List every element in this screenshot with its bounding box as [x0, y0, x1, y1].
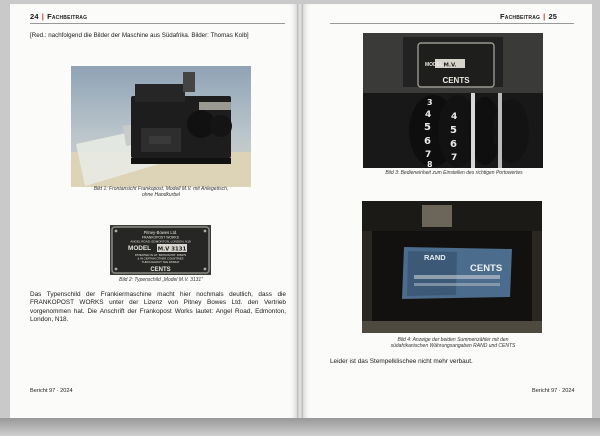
page-gutter: [297, 4, 303, 424]
right-page-header: [500, 12, 557, 21]
right-section-title: Fachbeitrag: [500, 12, 541, 21]
svg-text:6: 6: [424, 136, 431, 147]
svg-text:7: 7: [451, 153, 458, 163]
svg-text:5: 5: [450, 125, 457, 136]
dial-unit-image: [363, 33, 543, 168]
nameplate-currency: CENTS: [150, 267, 171, 273]
photo3-model-label: MODEL: [425, 62, 444, 68]
svg-text:3: 3: [427, 98, 433, 107]
figure1-caption: Bild 1: Frontansicht Frankopost, Modell M.V. mit Anlegetisch, ohne Handkurbel: [93, 186, 229, 199]
figure3-photo: [363, 33, 543, 168]
scan-edge: [0, 418, 600, 436]
nameplate-patent3: THROUGHOUT THE WORLD: [141, 260, 180, 264]
figure4-photo: [362, 201, 542, 333]
nameplate-model-label: MODEL: [128, 245, 152, 252]
photo3-currency: CENTS: [442, 76, 470, 85]
left-header-rule: [30, 23, 285, 24]
figure1-photo: [71, 66, 251, 187]
svg-text:8: 8: [427, 160, 433, 168]
svg-text:4: 4: [451, 112, 458, 122]
nameplate-patent2: & IN CERTAIN OTHER COUNTRIES: [137, 256, 184, 261]
intro-note: [Red.: nachfolgend die Bilder der Maschine aus Südafrika. Bilder: Thomas Kolb]: [30, 32, 249, 39]
figure4-caption: Bild 4: Anzeige der beiden Summenzähler mit den südafrikanischen Währungsangaben RAND und CENTS: [390, 337, 516, 350]
left-footer: Bericht 97 · 2024: [30, 388, 73, 394]
counter-display-image: [362, 201, 542, 333]
right-footer: Bericht 97 · 2024: [532, 388, 575, 394]
nameplate-line2: FRANKOPOST WORKS: [141, 235, 180, 240]
nameplate-image: [110, 225, 211, 275]
figure2-caption: Bild 2: Typenschild „Model M.V. 3131“: [119, 277, 203, 283]
left-page-number: 24: [30, 12, 39, 21]
nameplate-line1: Pitney-Bowes Ltd.: [143, 230, 178, 235]
figure2-photo: [110, 225, 211, 275]
right-header-rule: [330, 23, 574, 24]
counter-rand-label: RAND: [424, 253, 446, 262]
svg-text:4: 4: [425, 110, 432, 120]
frankopost-front-image: [71, 66, 251, 187]
counter-cents-label: CENTS: [470, 263, 503, 274]
left-page-header: [30, 12, 87, 21]
nameplate-model-value: M.V 3131: [157, 246, 187, 253]
right-page-number: 25: [548, 12, 558, 21]
photo3-model-value: M.V.: [443, 62, 457, 69]
svg-text:7: 7: [425, 150, 432, 160]
left-body-text: Das Typenschild der Frankiermaschine macht hier nochmals deutlich, dass die FRANKOPOST WORKS unter der Lizenz von Pitney Bowes Ltd. den Vertrieb vorgenommen hat. Die Anschrift der Frankopost Works lautet: Angel Road, Edmonton, London, N18.: [30, 291, 286, 324]
left-header-separator: |: [41, 12, 45, 21]
svg-text:5: 5: [424, 122, 431, 133]
right-header-separator: |: [543, 12, 546, 21]
svg-text:6: 6: [450, 139, 457, 150]
right-body-text: Leider ist das Stempelklischee nicht mehr verbaut.: [330, 358, 473, 365]
nameplate-line3: ANGEL ROAD, EDMONTON, LONDON, N18: [130, 239, 191, 244]
nameplate-patent1: PATENTED IN GT. BRITAIN PAT. 308479: [134, 253, 187, 257]
left-section-title: Fachbeitrag: [47, 12, 88, 21]
figure3-caption: Bild 3: Bedieneinheit zum Einstellen des richtigen Portowertes: [385, 170, 523, 176]
